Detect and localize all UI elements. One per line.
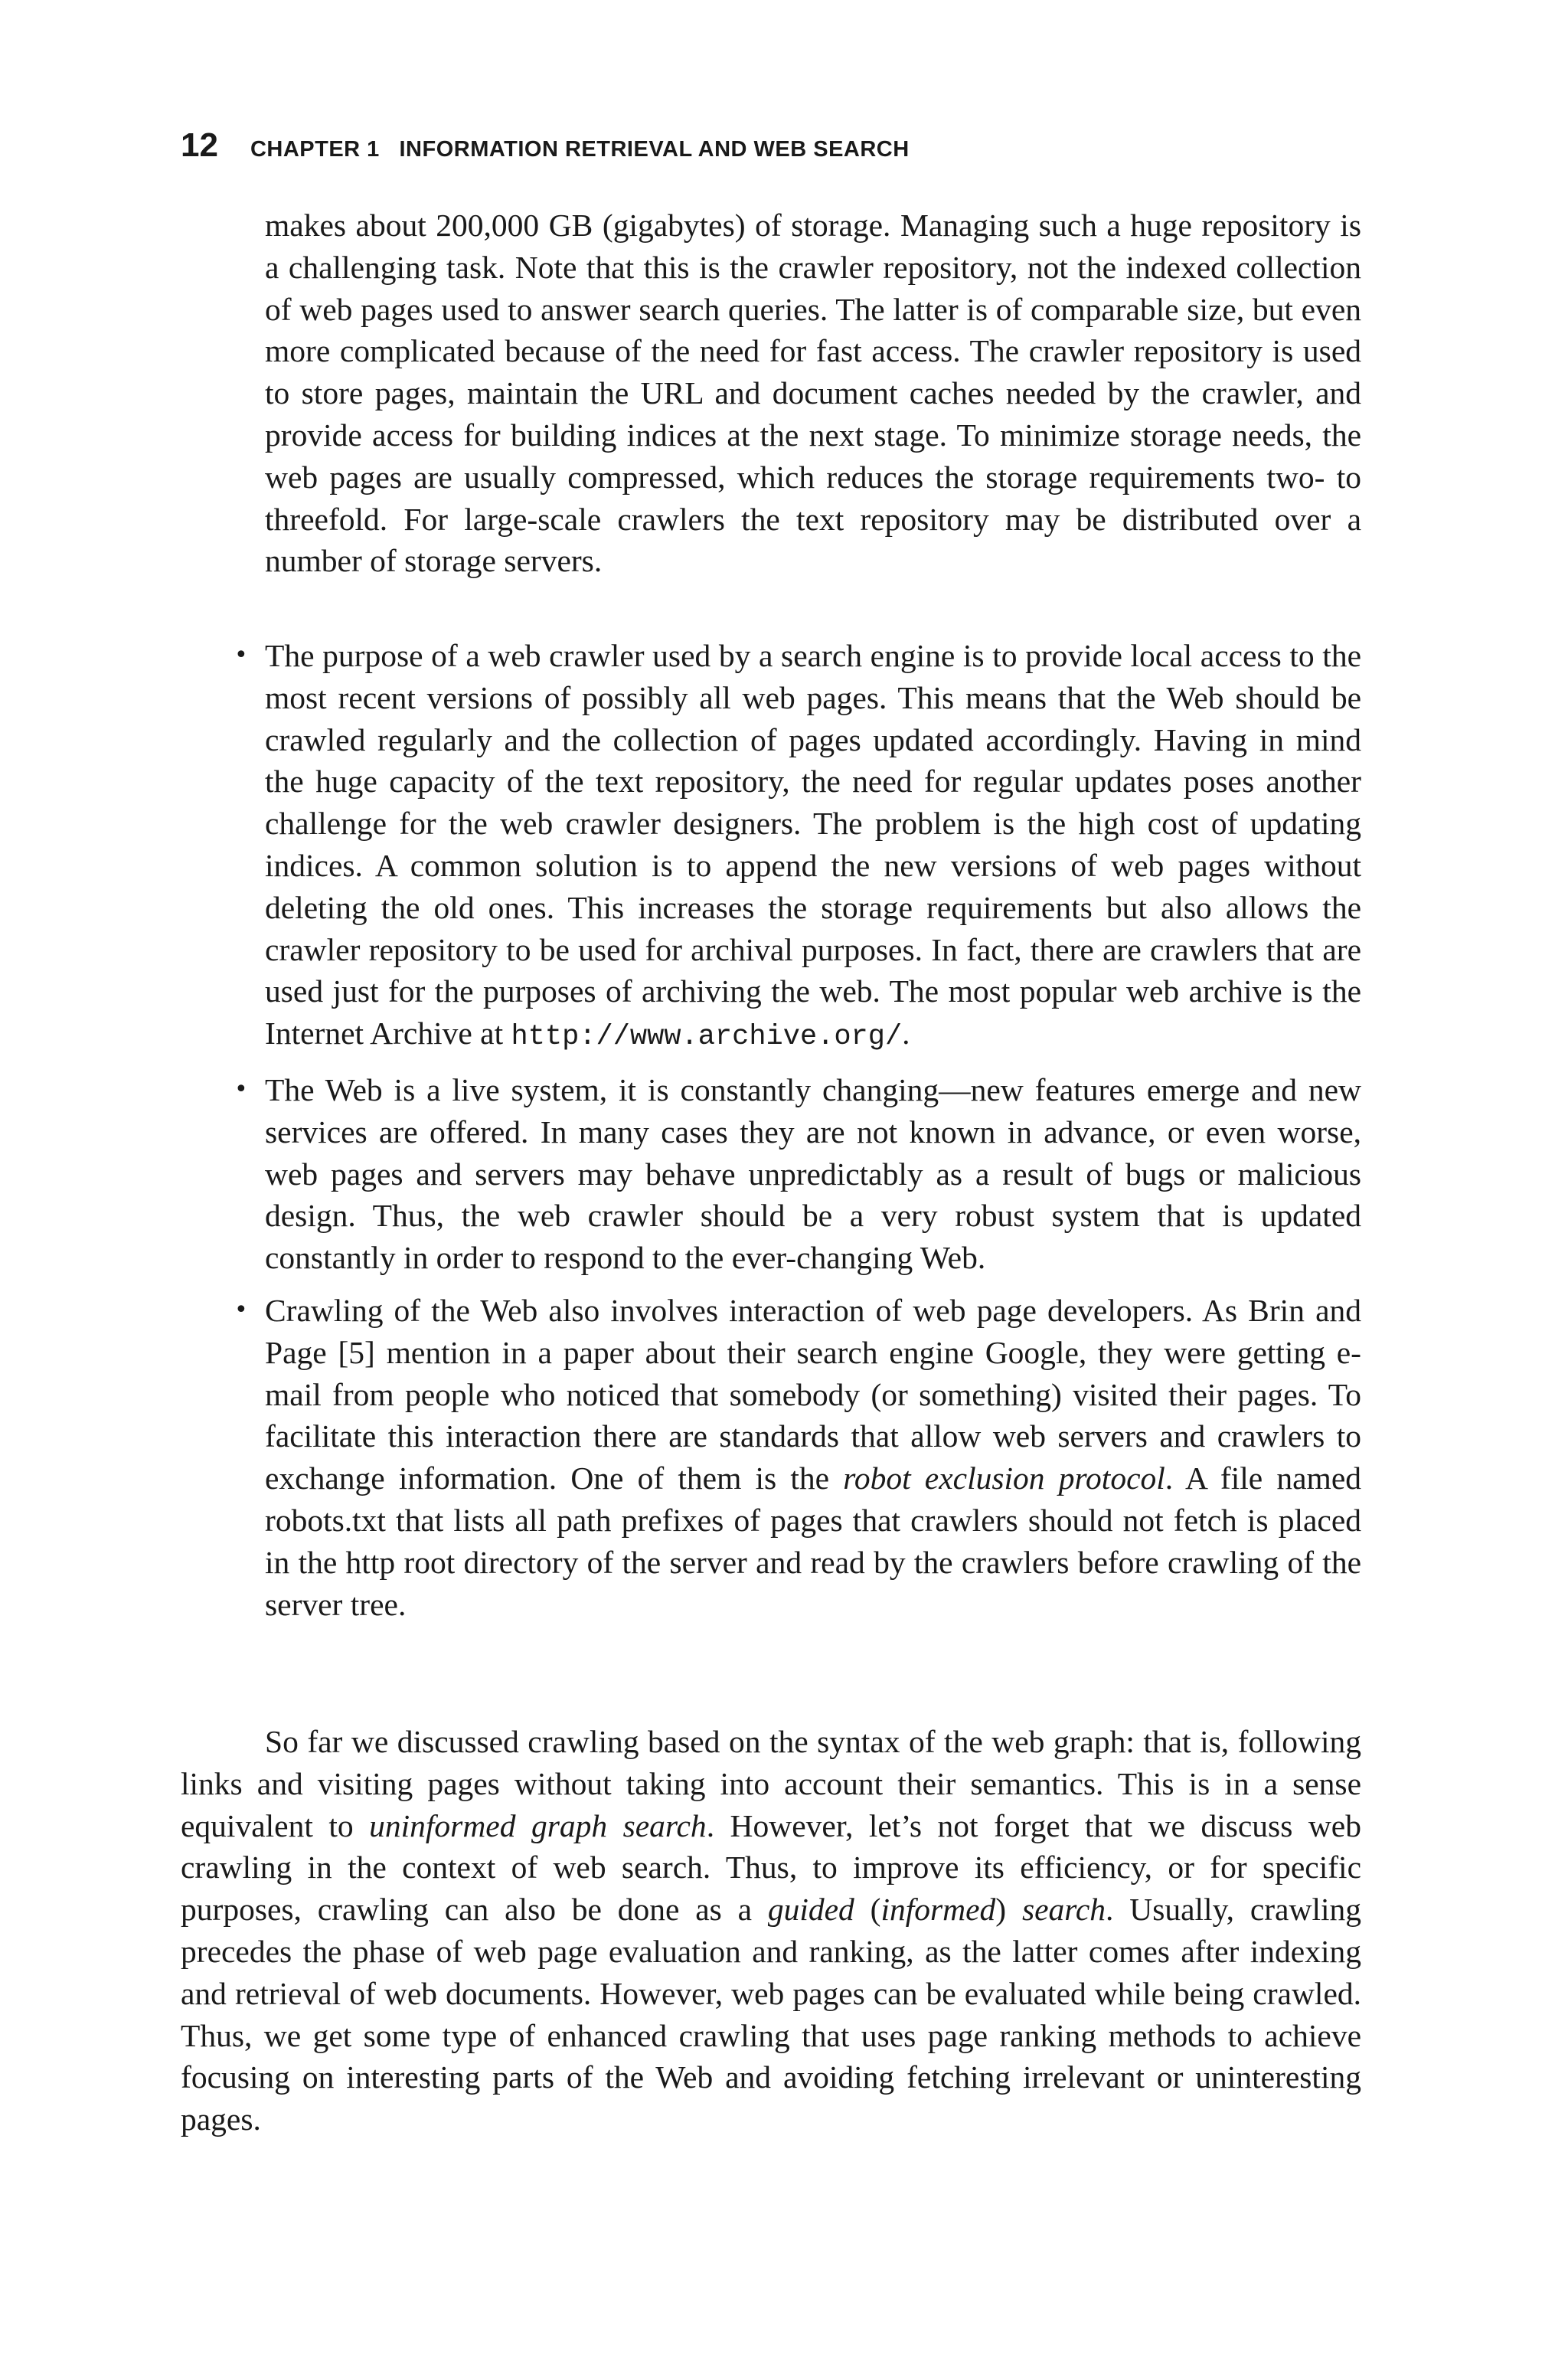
bullet-icon: • [234, 1296, 248, 1323]
bullet-text [265, 1290, 1361, 1625]
running-title: CHAPTER 1 INFORMATION RETRIEVAL AND WEB SEARCH [250, 137, 910, 162]
bullet-text: The Web is a live system, it is constantly changing—new features emerge and new services are offered. In many cases they are not known in advance, or even worse, web pages and servers may behave unpredictably as a result of bugs or malicious design. Thus, the web crawler should be a very robust system that is updated constantly in order to respond to the ever-changing Web. [265, 1071, 1361, 1276]
bullet-item-live-system [234, 1069, 1361, 1279]
final-paragraph [181, 1721, 1361, 2141]
bullet-icon: • [234, 1075, 248, 1103]
final-paragraph-text: . Usually, crawling precedes the phase of web page evaluation and ranking, as the latter comes after indexing and retrieval of web documents. However, web pages can be evaluated while being crawled. Thus, we get some type of enhanced crawling that uses page ranking methods to achieve focusing on interesting parts of the Web and avoiding fetching irrelevant or uninteresting pages. [181, 1892, 1362, 2137]
final-paragraph-text: ) [995, 1892, 1022, 1928]
final-paragraph-text: ( [854, 1892, 881, 1928]
continuation-paragraph: makes about 200,000 GB (gigabytes) of storage. Managing such a huge repository is a challenging task. Note that this is the crawler repository, not the indexed collection of web pages used to answer search queries. The latter is of comparable size, but even more complicated because of the need for fast access. The crawler repository is used to store pages, maintain the URL and document caches needed by the crawler, and provide access for building indices at the next stage. To minimize storage needs, the web pages are usually compressed, which reduces the storage requirements two- to threefold. For large-scale crawlers the text repository may be distributed over a number of storage servers. [265, 208, 1361, 579]
emphasis-informed: informed [880, 1892, 996, 1928]
running-head [181, 123, 1406, 168]
archive-url: http://www.archive.org/ [511, 1021, 903, 1054]
emphasis-guided: guided [767, 1892, 854, 1928]
emphasis-uninformed-graph-search: uninformed graph search [369, 1807, 707, 1843]
bullet-text-body: The purpose of a web crawler used by a search engine is to provide local access to the most recent versions of possibly all web pages. This means that the Web should be crawled regularly and the collection of pages updated accordingly. Having in mind the huge capacity of the text repository, the need for regular updates poses another challenge for the web crawler designers. The problem is the high cost of updating indices. A common solution is to append the new versions of web pages without deleting the old ones. This increases the storage requirements but also allows the crawler repository to be used for archival purposes. In fact, there are crawlers that are used just for the purposes of archiving the web. The most popular web archive is the Internet Archive at [265, 638, 1361, 1052]
bullet-text-body: Crawling of the Web also involves interaction of web page developers. As Brin and Page [5] mention in a paper about their search engine Google, they were getting e-mail from people who noticed that somebody (or something) visited their pages. To facilitate this interaction there are standards that allow web servers and crawlers to exchange information. One of them is the [265, 1292, 1361, 1496]
bullet-text-end: . [902, 1016, 910, 1052]
bullet-text [265, 635, 1361, 1058]
bullet-item-interaction [234, 1290, 1361, 1625]
page-number: 12 [181, 126, 218, 164]
emphasis-robot-exclusion-protocol: robot exclusion protocol [843, 1460, 1165, 1496]
emphasis-search: search [1021, 1892, 1106, 1928]
final-paragraph-text: So far we discussed crawling based on the syntax of the web graph: that is, following links and visiting pages without taking into account their semantics. This is in a sense equivalent to [181, 1724, 1361, 1843]
bullet-item-crawler-purpose [234, 635, 1361, 1058]
final-paragraph-text: . However, let’s not forget that we discuss web crawling in the context of web search. Thus, to improve its efficiency, or for specific purposes, crawling can also be done as a [181, 1807, 1361, 1928]
bullet-icon: • [234, 642, 248, 669]
bullet-list [234, 635, 1361, 1636]
bullet-text-end: . A file named robots.txt that lists all path prefixes of pages that crawlers should not fetch is placed in the http root directory of the server and read by the crawlers before crawling of the server tree. [265, 1460, 1361, 1622]
